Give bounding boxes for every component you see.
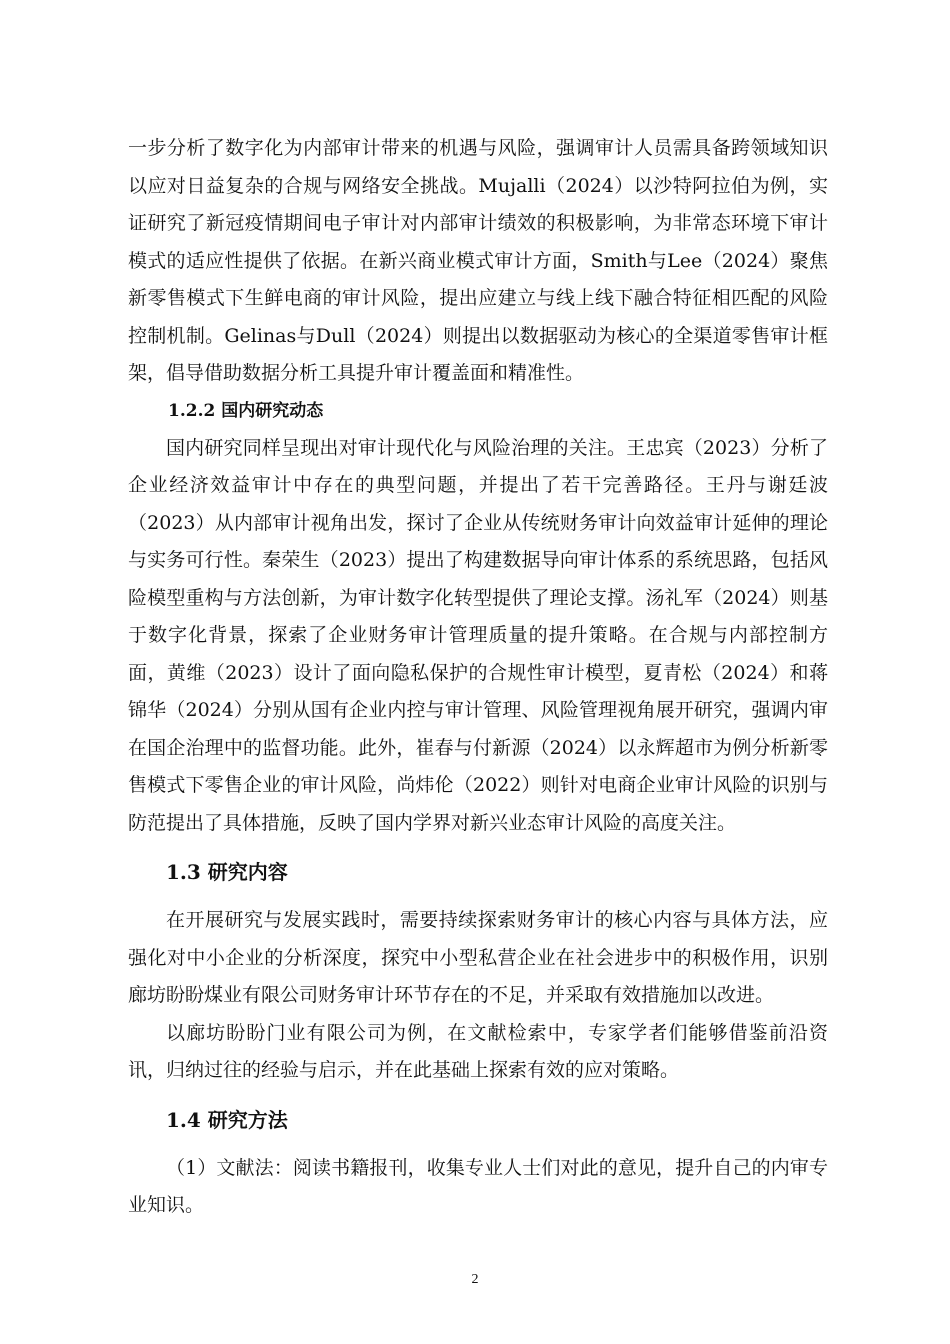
heading-1-3: 1.3 研究内容 bbox=[166, 860, 288, 884]
page-number: 2 bbox=[471, 1272, 479, 1287]
paragraph-research-content-2: 以廊坊盼盼门业有限公司为例，在文献检索中，专家学者们能够借鉴前沿资讯，归纳过往的经验与启示，并在此基础上探索有效的应对策略。 bbox=[128, 1021, 828, 1081]
document-page bbox=[128, 130, 828, 1225]
paragraph-domestic-research: 国内研究同样呈现出对审计现代化与风险治理的关注。王忠宾（2023）分析了企业经济效益审计中存在的典型问题，并提出了若干完善路径。王丹与谢廷波（2023）从内部审计视角出发，探讨了企业从传统财务审计向效益审计延伸的理论与实务可行性。秦荣生（2023）提出了构建数据导向审计体系的系统思路，包括风险模型重构与方法创新，为审计数字化转型提供了理论支撑。汤礼军（2024）则基于数字化背景，探索了企业财务审计管理质量的提升策略。在合规与内部控制方面，黄维（2023）设计了面向隐私保护的合规性审计模型，夏青松（2024）和蒋锦华（2024）分别从国有企业内控与审计管理、风险管理视角展开研究，强调内审在国企治理中的监督功能。此外，崔春与付新源（2024）以永辉超市为例分析新零售模式下零售企业的审计风险，尚炜伦（2022）则针对电商企业审计风险的识别与防范提出了具体措施，反映了国内学界对新兴业态审计风险的高度关注。 bbox=[128, 436, 828, 834]
paragraph-research-method-1: （1）文献法：阅读书籍报刊，收集专业人士们对此的意见，提升自己的内审专业知识。 bbox=[128, 1156, 828, 1216]
paragraph-research-content-1: 在开展研究与发展实践时，需要持续探索财务审计的核心内容与具体方法，应强化对中小企业的分析深度，探究中小型私营企业在社会进步中的积极作用，识别廊坊盼盼煤业有限公司财务审计环节存在的不足，并采取有效措施加以改进。 bbox=[128, 909, 828, 1006]
heading-1-2-2: 1.2.2 国内研究动态 bbox=[168, 400, 324, 421]
paragraph-international-research-continued: 一步分析了数字化为内部审计带来的机遇与风险，强调审计人员需具备跨领域知识以应对日益复杂的合规与网络安全挑战。Mujalli（2024）以沙特阿拉伯为例，实证研究了新冠疫情期间电子审计对内部审计绩效的积极影响，为非常态环境下审计模式的适应性提供了依据。在新兴商业模式审计方面，Smith与Lee（2024）聚焦新零售模式下生鲜电商的审计风险，提出应建立与线上线下融合特征相匹配的风险控制机制。Gelinas与Dull（2024）则提出以数据驱动为核心的全渠道零售审计框架，倡导借助数据分析工具提升审计覆盖面和精准性。 bbox=[128, 137, 828, 384]
heading-1-4: 1.4 研究方法 bbox=[166, 1107, 288, 1132]
